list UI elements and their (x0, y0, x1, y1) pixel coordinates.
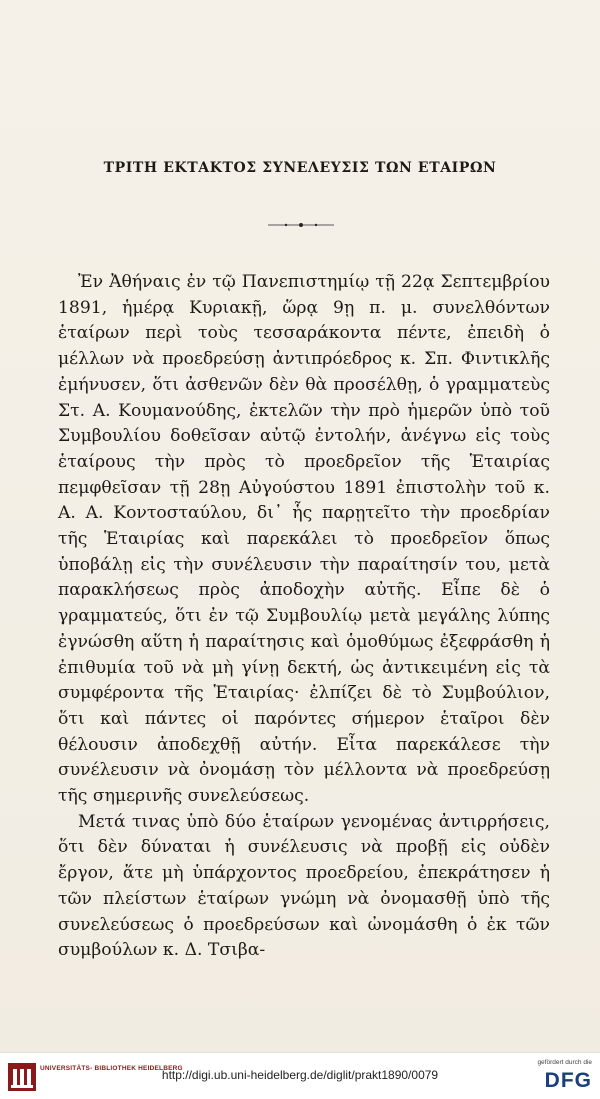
funded-by-label: gefördert durch die (537, 1059, 592, 1066)
paragraph: Μετά τινας ὑπὸ δύο ἑταίρων γενομένας ἀντιρρήσεις, ὅτι δὲν δύναται ἡ συνέλευσις νὰ προβῇ εἰς οὐδὲν ἔργον, ἅτε μὴ ὑπάρχοντος προεδρείου, ἐπεκράτησεν ἡ τῶν πλείστων ἑταίρων γνώμη νὰ ὀνομασθῇ ὑπὸ τῆς συνελεύσεως ὁ προεδρεύσων καὶ ὠνομάσθη ὁ ἐκ τῶν συμβούλων κ. Δ. Τσιβα- (58, 811, 550, 961)
footer-bar (0, 1052, 600, 1099)
permalink-url[interactable]: http://digi.ub.uni-heidelberg.de/diglit/prakt1890/0079 (161, 1068, 439, 1082)
paragraph: Ἐν Ἀθήναις ἐν τῷ Πανεπιστημίῳ τῇ 22ᾳ Σεπτεμβρίου 1891, ἡμέρᾳ Κυριακῇ, ὥρᾳ 9ῃ π. μ. συνελθόντων ἑταίρων περὶ τοὺς τεσσαράκοντα πέντε, ἐπειδὴ ὁ μέλλων νὰ προεδρεύσῃ ἀντιπρόεδρος κ. Σπ. Φιντικλῆς ἐμήνυσεν, ὅτι ἀσθενῶν δὲν θὰ προσέλθῃ, ὁ γραμματεὺς Στ. Α. Κουμανούδης, ἐκτελῶν τὴν πρὸ ἡμερῶν ὑπὸ τοῦ Συμβουλίου δοθεῖσαν αὐτῷ ἐντολήν, ἀνέγνω εἰς τοὺς ἑταίρους τὴν πρὸς τὸ προεδρεῖον τῆς Ἑταιρίας πεμφθεῖσαν τῇ 28ῃ Αὐγούστου 1891 ἐπιστολὴν τοῦ κ. Α. Α. Κοντοσταύλου, δι᾽ ἧς παρῃτεῖτο τὴν προεδρίαν τῆς Ἑταιρίας καὶ παρεκάλει τὸ προεδρεῖον ὅπως ὑποβάλῃ εἰς τὴν συνέλευσιν τὴν παραίτησίν του, μετὰ παρακλήσεως πρὸς ἀποδοχὴν αὐτῆς. Εἶπε δὲ ὁ γραμματεύς, ὅτι ἐν τῷ Συμβουλίῳ μετὰ μεγάλης λύπης ἐγνώσθη αὕτη ἡ παραίτησις καὶ ὁμοθύμως ἐξεφράσθη ἡ ἐπιθυμία τοῦ νὰ μὴ γίνῃ δεκτή, ὡς ἀντικειμένη εἰς τὰ συμφέροντα τῆς Ἑταιρίας· ἐλπίζει δὲ τὸ Συμβούλιον, ὅτι καὶ πάντες οἱ παρόντες σήμερον ἑταῖροι δὲν θέλουσιν ἀποδεχθῇ αὐτήν. Εἶτα παρεκάλεσε τὴν συνέλευσιν νὰ ὀνομάσῃ τὸν μέλλοντα νὰ προεδρεύσῃ τῆς σημερινῆς συνελεύσεως. (58, 272, 550, 807)
page-title: ΤΡΙΤΗ ΕΚΤΑΚΤΟΣ ΣΥΝΕΛΕΥΣΙΣ ΤΩΝ ΕΤΑΙΡΩΝ (103, 160, 497, 176)
body-text (58, 270, 550, 964)
dfg-logo: DFG (544, 1069, 592, 1092)
library-name: UNIVERSITÄTS- BIBLIOTHEK HEIDELBERG (40, 1065, 183, 1072)
ornament-divider (268, 222, 334, 228)
